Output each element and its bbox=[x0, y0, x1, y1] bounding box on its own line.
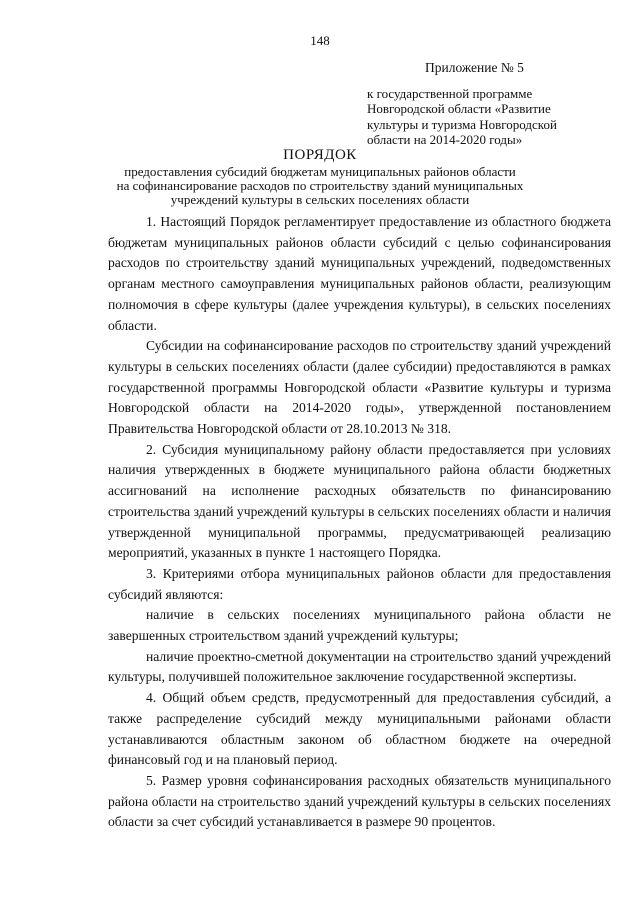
paragraph-1: 1. Настоящий Порядок регламентирует предоставление из областного бюджета бюджетам муниципальных районов области субсидий с целью софинансирования расходов по строительству зданий муниципальных учреждений, подведомственных органам местного самоуправления муниципальных районов области, реализующим полномочия в сфере культуры (далее учреждения культуры), в сельских поселениях области. bbox=[108, 214, 611, 333]
appendix-line: к государственной программе bbox=[367, 85, 533, 101]
appendix-title: Приложение № 5 bbox=[425, 60, 524, 75]
subtitle-line: предоставления субсидий бюджетам муниципальных районов области bbox=[124, 164, 516, 179]
paragraph-2: Субсидии на софинансирование расходов по строительству зданий учреждений культуры в сельских поселениях области (далее субсидии) предоставляются в рамках государственной программы Новгородской области «Развитие культуры и туризма Новгородской области на 2014-2020 годы», утвержденной постановлением Правительства Новгородской области от 28.10.2013 № 318. bbox=[108, 338, 611, 437]
paragraph-7: 4. Общий объем средств, предусмотренный для предоставления субсидий, а также распределение субсидий между муниципальными районами области устанавливаются областным законом об областном бюджете на очередной финансовый год и на плановый период. bbox=[108, 690, 611, 768]
appendix-block bbox=[367, 60, 617, 148]
page-number: 148 bbox=[310, 33, 330, 48]
document-subtitle bbox=[80, 165, 560, 206]
paragraph-4: 3. Критериями отбора муниципальных районов области для предоставления субсидий являются: bbox=[108, 565, 611, 602]
paragraph-6: наличие проектно-сметной документации на строительство зданий учреждений культуры, получившей положительное заключение государственной экспертизы. bbox=[108, 648, 611, 685]
paragraph-8: 5. Размер уровня софинансирования расходных обязательств муниципального района области на строительство зданий учреждений культуры в сельских поселениях области за счет субсидий устанавливается в размере 90 процентов. bbox=[108, 772, 611, 830]
document-body bbox=[108, 212, 611, 833]
paragraph-5: наличие в сельских поселениях муниципального района области не завершенных строительством зданий учреждений культуры; bbox=[108, 607, 611, 644]
document-title: ПОРЯДОК bbox=[283, 147, 357, 163]
subtitle-line: учреждений культуры в сельских поселениях области bbox=[170, 191, 470, 207]
appendix-line: области на 2014-2020 годы» bbox=[367, 132, 523, 147]
subtitle-line: на софинансирование расходов по строительству зданий муниципальных bbox=[116, 177, 524, 193]
paragraph-3: 2. Субсидия муниципальному району области предоставляется при условиях наличия утвержденных в бюджете муниципального района области бюджетных ассигнований на исполнение расходных обязательств по финансированию строительства зданий учреждений культуры в сельских поселениях области и наличия утвержденной муниципальной программы, предусматривающей реализацию мероприятий, указанных в пункте 1 настоящего Порядка. bbox=[108, 441, 611, 561]
appendix-line: Новгородской области «Развитие bbox=[367, 101, 551, 116]
appendix-line: культуры и туризма Новгородской bbox=[367, 116, 557, 132]
